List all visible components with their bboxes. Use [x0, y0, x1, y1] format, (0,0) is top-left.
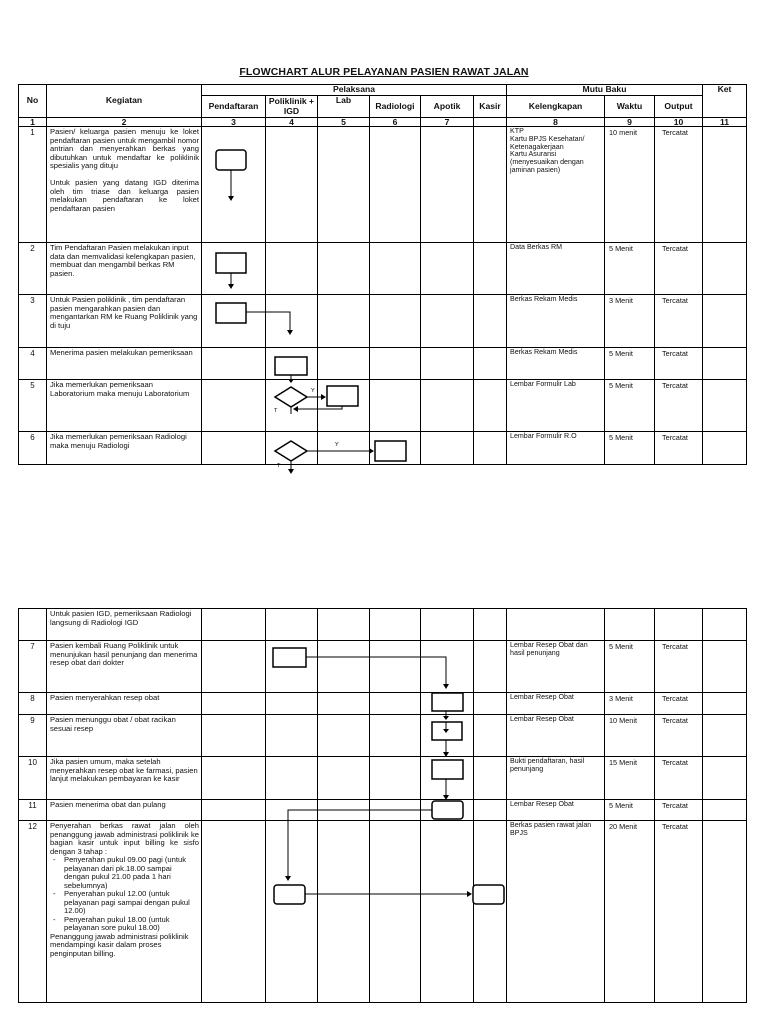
- requirement-text: Berkas Rekam Medis: [507, 295, 605, 348]
- table-row: [19, 609, 747, 641]
- column-number: [474, 118, 507, 127]
- no-label: T: [277, 463, 281, 469]
- output-text: Tercatat: [655, 432, 703, 465]
- requirement-text: Lembar Resep Obat: [507, 800, 605, 821]
- table-row: [19, 641, 747, 693]
- column-number: 4: [266, 118, 318, 127]
- output-text: Tercatat: [655, 380, 703, 432]
- list-item: - Penyerahan pukul 09.00 pagi (untuk pelayanan dari pk.18.00 sampai dengan pukul 21.00 pada 1 hari sebelumnya): [64, 856, 199, 890]
- list-item: - Penyerahan pukul 12.00 (untuk pelayanan pagi sampai dengan pukul 12.00): [64, 890, 199, 916]
- activity-text: Pasien menunggu obat / obat racikan sesuai resep: [47, 715, 202, 757]
- header-kasir: Kasir: [474, 96, 507, 118]
- table-row: [19, 348, 747, 380]
- activity-text: [47, 821, 202, 1003]
- output-text: Tercatat: [655, 295, 703, 348]
- activity-outro: Penanggung jawab administrasi poliklinik mendampingi kasir dalam proses penginputan billing.: [50, 931, 189, 958]
- stage-list: [50, 856, 199, 933]
- table-row: [19, 380, 747, 432]
- output-text: Tercatat: [655, 127, 703, 243]
- row-number: 10: [19, 757, 47, 800]
- time-text: 20 Menit: [605, 821, 655, 1003]
- output-text: Tercatat: [655, 800, 703, 821]
- header-kegiatan: Kegiatan: [47, 85, 202, 118]
- output-text: Tercatat: [655, 821, 703, 1003]
- activity-text: Pasien menerima obat dan pulang: [47, 800, 202, 821]
- output-text: Tercatat: [655, 641, 703, 693]
- row-number: 3: [19, 295, 47, 348]
- output-text: Tercatat: [655, 757, 703, 800]
- column-number: 2: [47, 118, 202, 127]
- output-text: Tercatat: [655, 348, 703, 380]
- table-row: [19, 693, 747, 715]
- activity-text: Jika pasien umum, maka setelah menyerahkan resep obat ke farmasi, pasien lanjut melakukan pembayaran ke kasir: [47, 757, 202, 800]
- column-number: 8: [507, 118, 605, 127]
- table-row: [19, 821, 747, 1003]
- requirement-text: Berkas Rekam Medis: [507, 348, 605, 380]
- output-text: Tercatat: [655, 693, 703, 715]
- header-no: No: [19, 85, 47, 118]
- header-pendaftaran: Pendaftaran: [202, 96, 266, 118]
- output-text: [655, 609, 703, 641]
- no-label: T: [274, 408, 278, 414]
- row-number: 2: [19, 243, 47, 295]
- column-number: 1: [19, 118, 47, 127]
- requirement-text: Berkas pasien rawat jalan BPJS: [507, 821, 605, 1003]
- row-number: 8: [19, 693, 47, 715]
- row-number: 6: [19, 432, 47, 465]
- row-number: 12: [19, 821, 47, 1003]
- activity-text: Jika memerlukan pemeriksaan Radiologi maka menuju Radiologi: [47, 432, 202, 465]
- time-text: 3 Menit: [605, 693, 655, 715]
- row-number: 11: [19, 800, 47, 821]
- column-number: 6: [370, 118, 421, 127]
- requirement-text: Lembar Resep Obat: [507, 715, 605, 757]
- column-number: 5: [318, 118, 370, 127]
- time-text: 10 menit: [605, 127, 655, 243]
- table-row: [19, 243, 747, 295]
- time-text: 10 Menit: [605, 715, 655, 757]
- header-pelaksana: Pelaksana: [202, 85, 507, 96]
- requirement-text: Data Berkas RM: [507, 243, 605, 295]
- time-text: 3 Menit: [605, 295, 655, 348]
- header-apotik: Apotik: [421, 96, 474, 118]
- column-number: 9: [605, 118, 655, 127]
- table-row: [19, 127, 747, 243]
- output-text: Tercatat: [655, 715, 703, 757]
- row-number: 4: [19, 348, 47, 380]
- header-output: Output: [655, 96, 703, 118]
- yes-label: Y: [335, 442, 339, 448]
- time-text: 15 Menit: [605, 757, 655, 800]
- column-number: 10: [655, 118, 703, 127]
- table-row: [19, 715, 747, 757]
- requirement-text: Lembar Formulir Lab: [507, 380, 605, 432]
- header-ket: Ket: [703, 85, 747, 118]
- header-kelengkapan: Kelengkapan: [507, 96, 605, 118]
- requirement-text: [507, 609, 605, 641]
- table-row: [19, 757, 747, 800]
- row-number: 5: [19, 380, 47, 432]
- column-number: 11: [703, 118, 747, 127]
- header-lab: Lab: [318, 96, 370, 118]
- column-number: 3: [202, 118, 266, 127]
- arrow-down-icon: [288, 469, 294, 474]
- requirement-text: Lembar Resep Obat: [507, 693, 605, 715]
- row-number: [19, 609, 47, 641]
- yes-label: Y: [311, 388, 315, 394]
- flowchart-table-page-2: [18, 608, 747, 1003]
- column-number: 7: [421, 118, 474, 127]
- header-radiologi: Radiologi: [370, 96, 421, 118]
- activity-text: Untuk pasien IGD, pemeriksaan Radiologi langsung di Radiologi IGD: [47, 609, 202, 641]
- activity-text: Untuk Pasien poliklinik , tim pendaftaran pasien mengarahkan pasien dan mengantarkan RM ke Ruang Poliklinik yang di tuju: [47, 295, 202, 348]
- header-mutu-baku: Mutu Baku: [507, 85, 703, 96]
- document-title: FLOWCHART ALUR PELAYANAN PASIEN RAWAT JALAN: [239, 66, 529, 78]
- time-text: 5 Menit: [605, 432, 655, 465]
- activity-text: Tim Pendaftaran Pasien melakukan input data dan memvalidasi kelengkapan pasien, membuat dan mengambil berkas RM pasien.: [47, 243, 202, 295]
- row-number: 1: [19, 127, 47, 243]
- time-text: 5 Menit: [605, 243, 655, 295]
- time-text: 5 Menit: [605, 641, 655, 693]
- header-poliklinik: Poliklinik + IGD: [266, 96, 318, 118]
- header-waktu: Waktu: [605, 96, 655, 118]
- requirement-text: Lembar Formulir R.O: [507, 432, 605, 465]
- time-text: 5 Menit: [605, 800, 655, 821]
- time-text: 5 Menit: [605, 348, 655, 380]
- requirement-text: KTP Kartu BPJS Kesehatan/ Ketenagakerjaan Kartu Asuransi (menyesuaikan dengan jaminan pasien): [507, 127, 605, 243]
- activity-text: Menerima pasien melakukan pemeriksaan: [47, 348, 202, 380]
- row-number: 9: [19, 715, 47, 757]
- flowchart-table-page-1: [18, 84, 747, 465]
- output-text: Tercatat: [655, 243, 703, 295]
- requirement-text: Lembar Resep Obat dan hasil penunjang: [507, 641, 605, 693]
- table-row: [19, 295, 747, 348]
- table-row: [19, 800, 747, 821]
- requirement-text: Bukti pendaftaran, hasil penunjang: [507, 757, 605, 800]
- activity-text: Pasien kembali Ruang Poliklinik untuk menunjukan hasil penunjang dan menerima resep obat dari dokter: [47, 641, 202, 693]
- activity-intro: Penyerahan berkas rawat jalan oleh penanggung jawab administrasi poliklinik ke bagian kasir untuk input billing ke sisfo dengan 3 tahap :: [50, 821, 199, 856]
- row-number: 7: [19, 641, 47, 693]
- activity-text: Pasien/ keluarga pasien menuju ke loket pendaftaran pasien untuk mengambil nomor antrian dan menyerahkan berkas yang dibutuhkan untuk mendaftar ke poliklinik spesialis yang dituju Untuk pasien yang datang IGD diterima oleh tim triase dan keluarga pasien melakukan pendaftaran ke loket pendaftaran pasien: [47, 127, 202, 243]
- time-text: [605, 609, 655, 641]
- activity-text: Pasien menyerahkan resep obat: [47, 693, 202, 715]
- activity-text: Jika memerlukan pemeriksaan Laboratorium maka menuju Laboratorium: [47, 380, 202, 432]
- list-item: - Penyerahan pukul 18.00 (untuk pelayanan sore pukul 18.00): [64, 916, 199, 933]
- time-text: 5 Menit: [605, 380, 655, 432]
- table-row: [19, 432, 747, 465]
